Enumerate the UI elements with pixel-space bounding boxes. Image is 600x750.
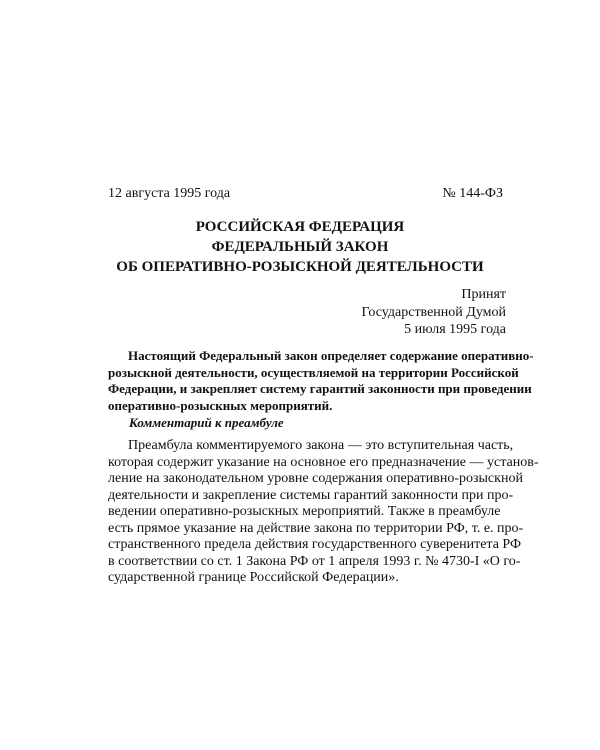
- adoption-note: [362, 286, 506, 339]
- adoption-line-date: 5 июля 1995 года: [404, 322, 506, 337]
- commentary-line: сударственной границе Российской Федерации».: [108, 570, 399, 585]
- adoption-line-adopted: Принят: [461, 287, 506, 302]
- preamble-paragraph: [108, 348, 534, 414]
- law-meta-row: [108, 186, 503, 202]
- preamble-line: розыскной деятельности, осуществляемой на территории Российской: [108, 364, 519, 380]
- title-line-country: РОССИЙСКАЯ ФЕДЕРАЦИЯ: [195, 219, 405, 235]
- preamble-line: оперативно-розыскных мероприятий.: [108, 397, 333, 413]
- title-line-law-type: ФЕДЕРАЛЬНЫЙ ЗАКОН: [211, 239, 389, 255]
- commentary-paragraph: [108, 438, 539, 587]
- preamble-line: Настоящий Федеральный закон определяет содержание оперативно-: [128, 348, 534, 363]
- commentary-heading: Комментарий к преамбуле: [129, 415, 284, 430]
- commentary-line: есть прямое указание на действие закона по территории РФ, т. е. про-: [108, 520, 524, 536]
- commentary-line: деятельности и закрепление системы гарантий законности при про-: [108, 487, 514, 503]
- commentary-line: Преамбула комментируемого закона — это вступительная часть,: [128, 438, 514, 453]
- commentary-line: которая содержит указание на основное его предназначение — установ-: [108, 454, 539, 470]
- commentary-line: в соответствии со ст. 1 Закона РФ от 1 апреля 1993 г. № 4730-I «О го-: [108, 553, 521, 569]
- commentary-line: странственного предела действия государственного суверенитета РФ: [108, 537, 522, 552]
- commentary-line: ление на законодательном уровне содержания оперативно-розыскной: [108, 471, 523, 486]
- preamble-line: Федерации, и закрепляет систему гарантий законности при проведении: [108, 381, 532, 396]
- law-number: № 144-ФЗ: [442, 186, 503, 201]
- law-title: [90, 217, 510, 277]
- law-date: 12 августа 1995 года: [108, 186, 231, 201]
- adoption-line-body: Государственной Думой: [361, 304, 506, 320]
- title-line-subject: ОБ ОПЕРАТИВНО-РОЗЫСКНОЙ ДЕЯТЕЛЬНОСТИ: [116, 259, 484, 275]
- commentary-line: ведении оперативно-розыскных мероприятий. Также в преамбуле: [108, 504, 501, 519]
